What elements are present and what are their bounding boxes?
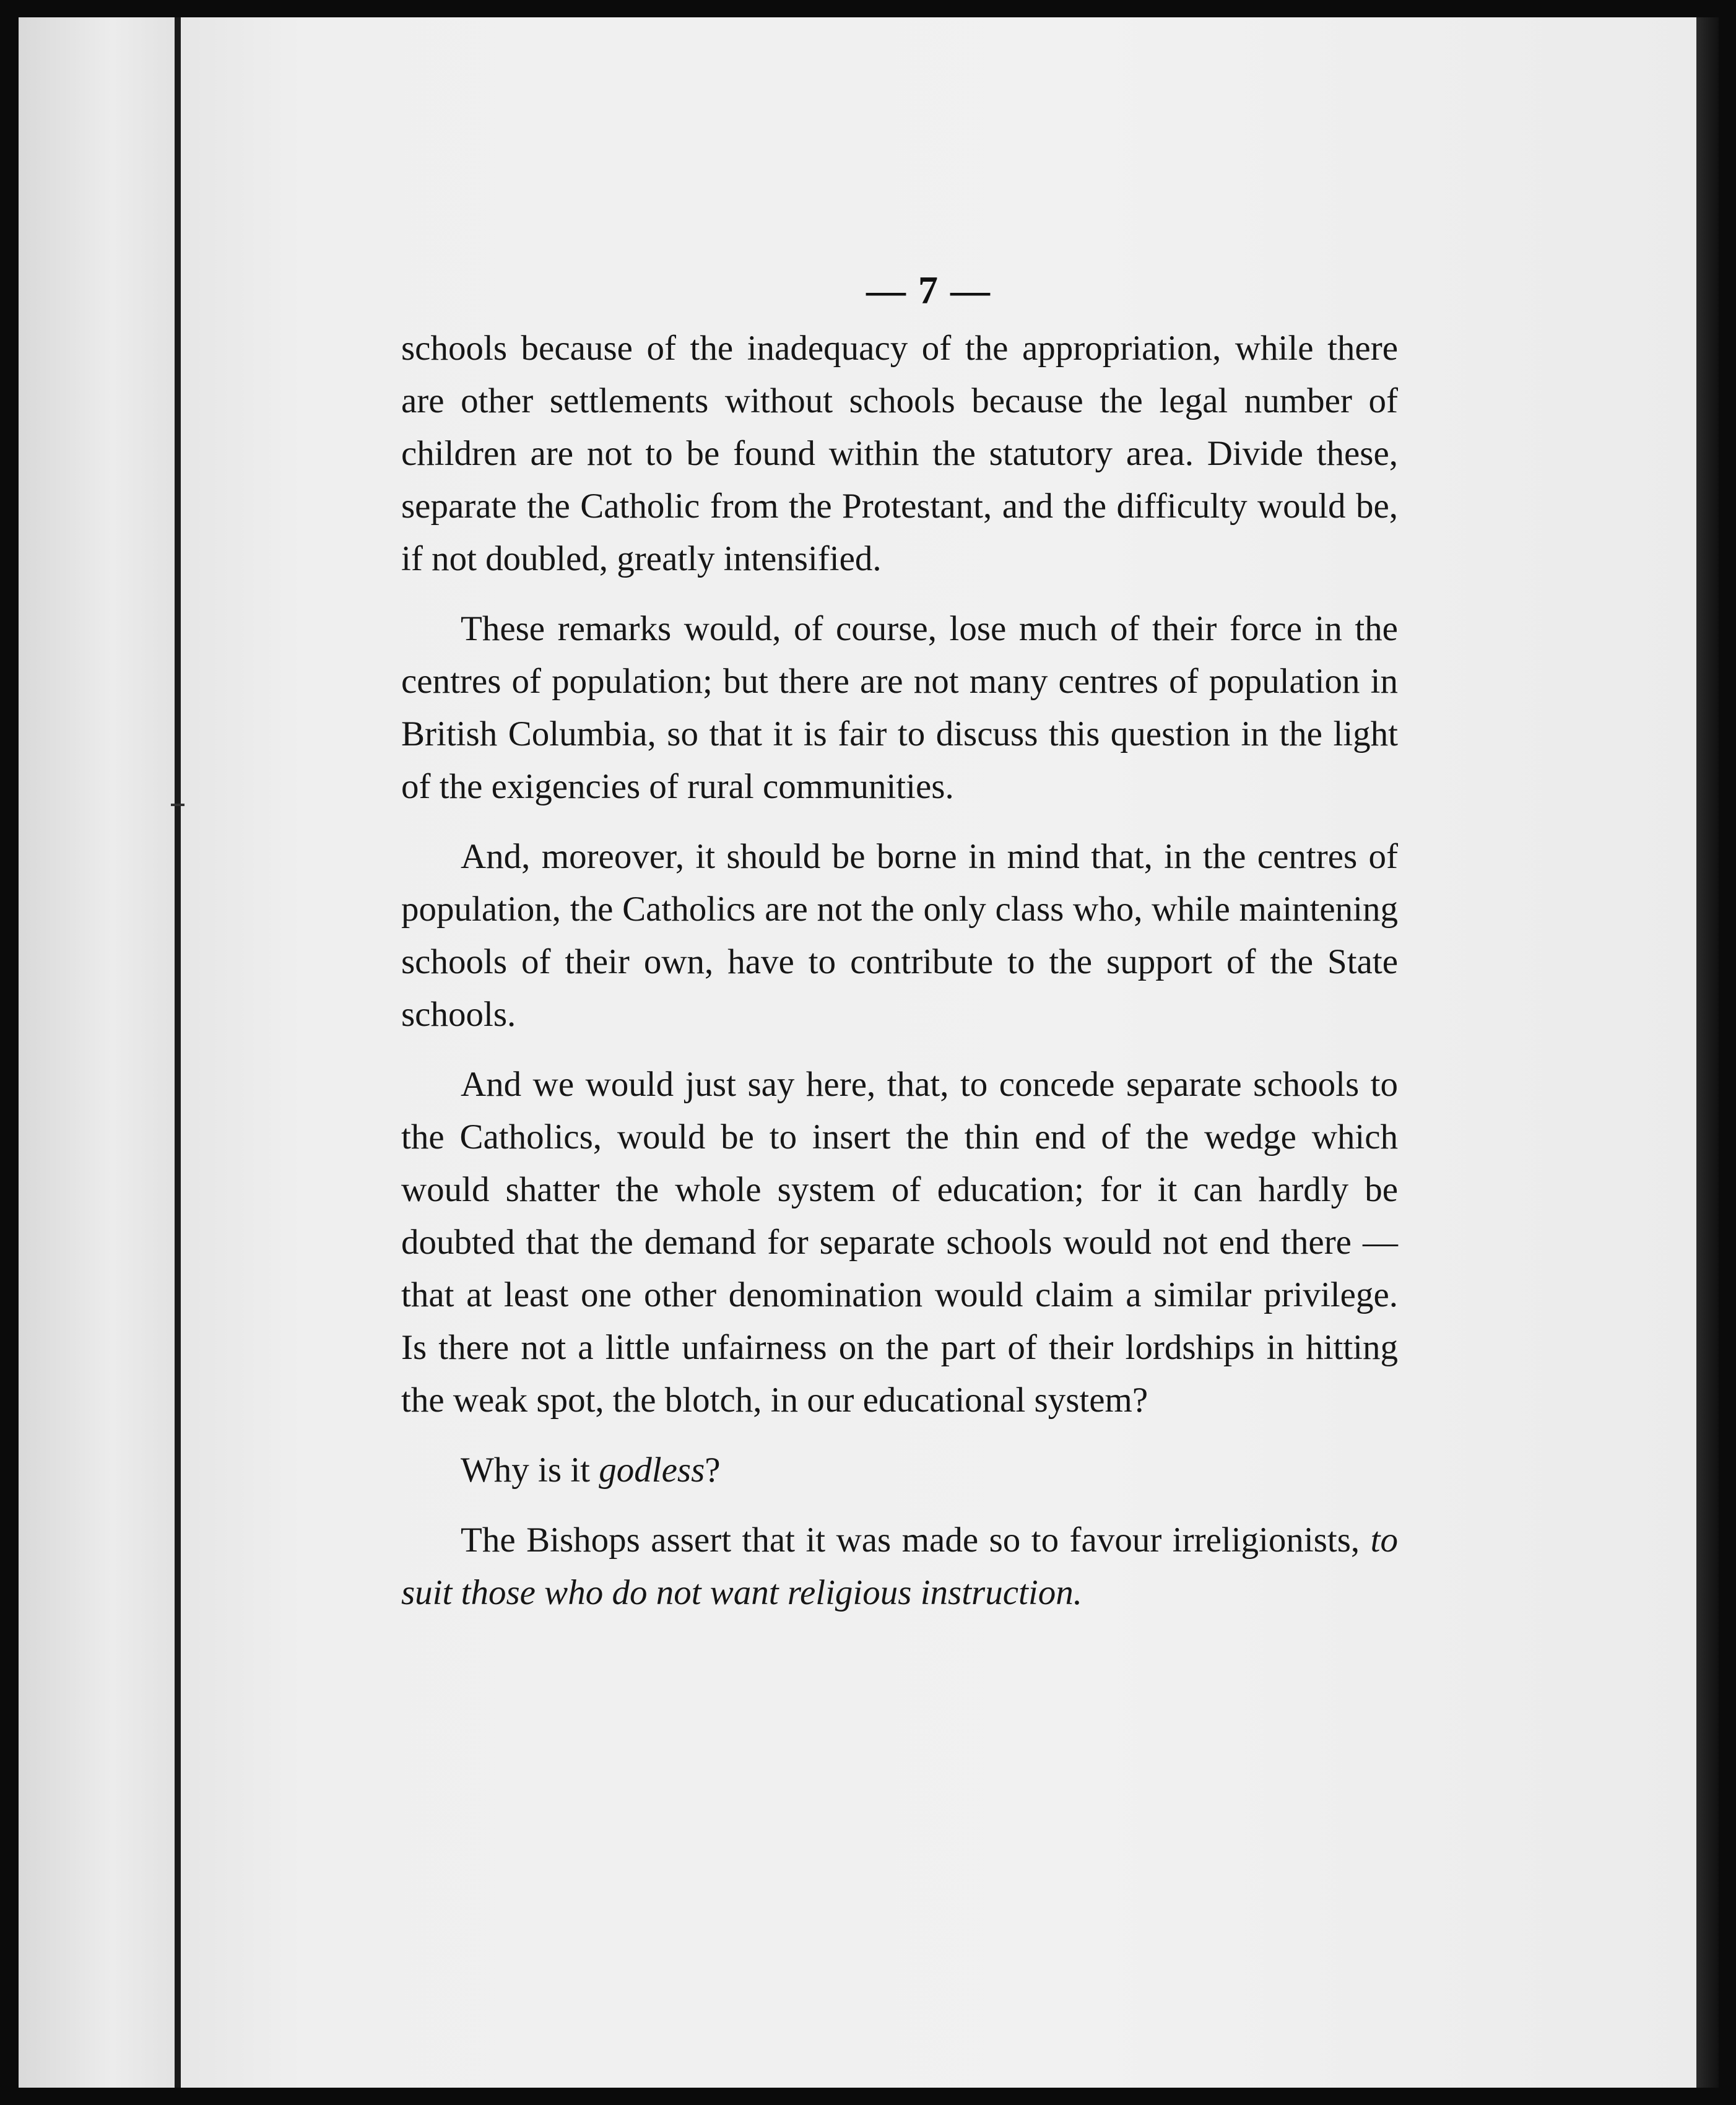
paragraph-1: schools because of the inadequacy of the appropriation, while there are other settlements without schools because the legal number of children are not to be found within the statutory area. Divide these, separate the Catholic from the Protestant, and the difficulty would be, if not doubled, greatly intensified. <box>401 329 1398 578</box>
body-text <box>401 322 1398 1636</box>
paragraph-6-italic: to suit those who do not want religious instruction. <box>401 1521 1398 1612</box>
question-lead: Why is it <box>461 1451 599 1490</box>
page-number: — 7 — <box>866 268 991 312</box>
paragraph-3: And, moreover, it should be borne in mind that, in the centres of population, the Catholics are not the only class who, while maintening schools of their own, have to contribute to the support of the State schools. <box>401 837 1398 1034</box>
question-end: ? <box>705 1451 721 1490</box>
paragraph-6-lead: The Bishops assert that it was made so to favour irreligionists, <box>461 1521 1371 1560</box>
left-page-margin <box>19 17 175 2088</box>
page-edge-shadow <box>1696 17 1719 2088</box>
paragraph-2: These remarks would, of course, lose much of their force in the centres of population; but there are not many centres of population in British Columbia, so that it is fair to discuss this question in the light of the exigencies of rural communities. <box>401 609 1398 806</box>
paragraph-4: And we would just say here, that, to concede separate schools to the Catholics, would be to insert the thin end of the wedge which would shatter the whole system of education; for it can hardly be doubted that the demand for separate schools would not end there — that at least one other denomination would claim a similar privilege. Is there not a little unfairness on the part of their lordships in hitting the weak spot, the blotch, in our educational system? <box>401 1065 1398 1420</box>
paragraph-6 <box>401 1514 1398 1619</box>
margin-tick-mark <box>171 804 184 806</box>
book-gutter <box>175 17 181 2088</box>
question-italic: godless <box>599 1451 705 1490</box>
question-line <box>401 1444 1398 1496</box>
